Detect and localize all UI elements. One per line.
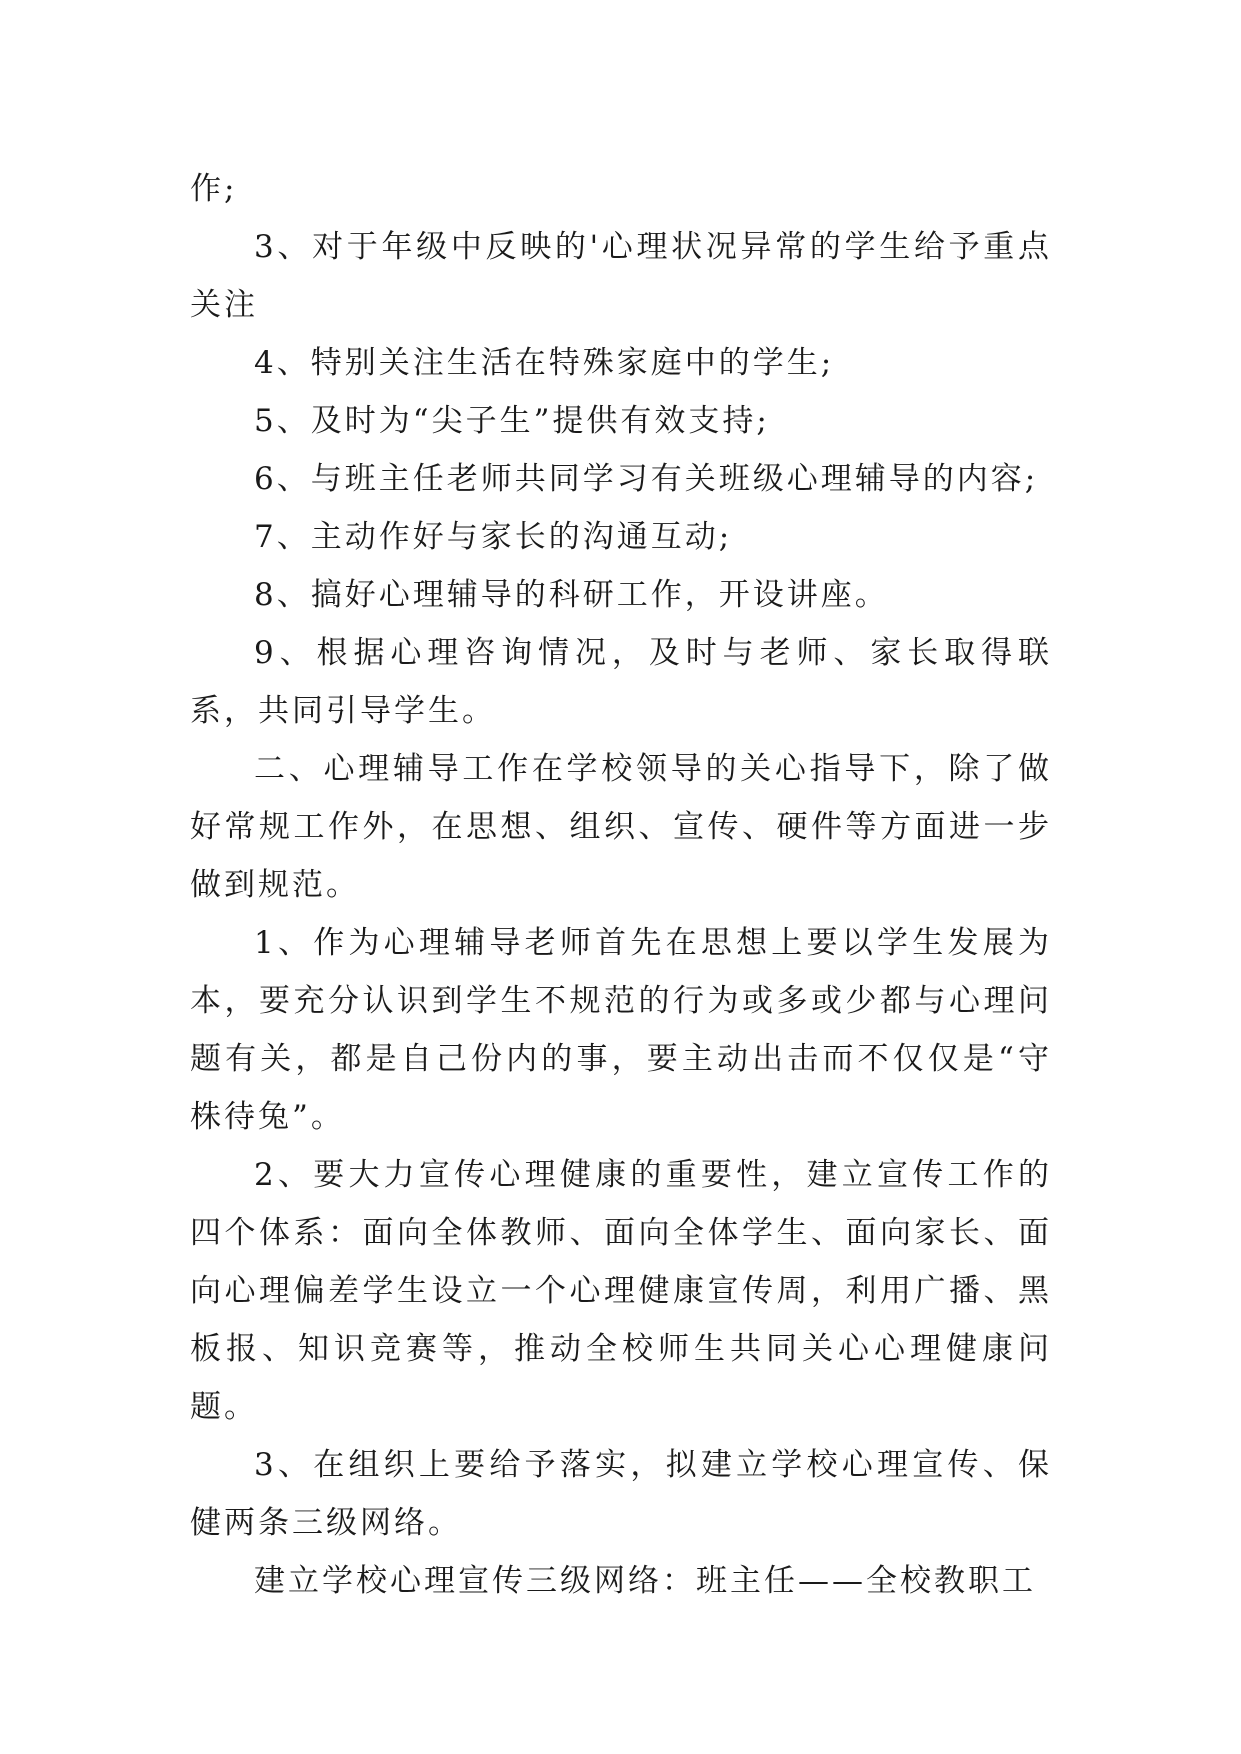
paragraph: 1、作为心理辅导老师首先在思想上要以学生发展为本，要充分认识到学生不规范的行为或多或少都与心理问题有关，都是自己份内的事，要主动出击而不仅仅是“守株待兔”。 xyxy=(190,925,1052,1135)
paragraph: 7、主动作好与家长的沟通互动; xyxy=(254,519,733,555)
paragraph: 建立学校心理宣传三级网络：班主任——全校教职工 xyxy=(254,1563,1036,1599)
paragraph: 二、心理辅导工作在学校领导的关心指导下，除了做好常规工作外，在思想、组织、宣传、硬件等方面进一步做到规范。 xyxy=(190,751,1052,903)
paragraph: 6、与班主任老师共同学习有关班级心理辅导的内容; xyxy=(254,461,1039,497)
paragraph: 5、及时为“尖子生”提供有效支持; xyxy=(254,403,770,439)
paragraph: 8、搞好心理辅导的科研工作，开设讲座。 xyxy=(254,577,889,613)
document-body xyxy=(190,160,1052,1610)
paragraph: 作; xyxy=(190,171,238,207)
paragraph: 2、要大力宣传心理健康的重要性，建立宣传工作的四个体系：面向全体教师、面向全体学生、面向家长、面向心理偏差学生设立一个心理健康宣传周，利用广播、黑板报、知识竞赛等，推动全校师生共同关心心理健康问题。 xyxy=(190,1157,1052,1425)
paragraph: 4、特别关注生活在特殊家庭中的学生; xyxy=(254,345,835,381)
paragraph: 9、根据心理咨询情况，及时与老师、家长取得联系，共同引导学生。 xyxy=(190,635,1052,729)
paragraph: 3、在组织上要给予落实，拟建立学校心理宣传、保健两条三级网络。 xyxy=(190,1447,1052,1541)
paragraph: 3、对于年级中反映的'心理状况异常的学生给予重点关注 xyxy=(190,229,1052,323)
